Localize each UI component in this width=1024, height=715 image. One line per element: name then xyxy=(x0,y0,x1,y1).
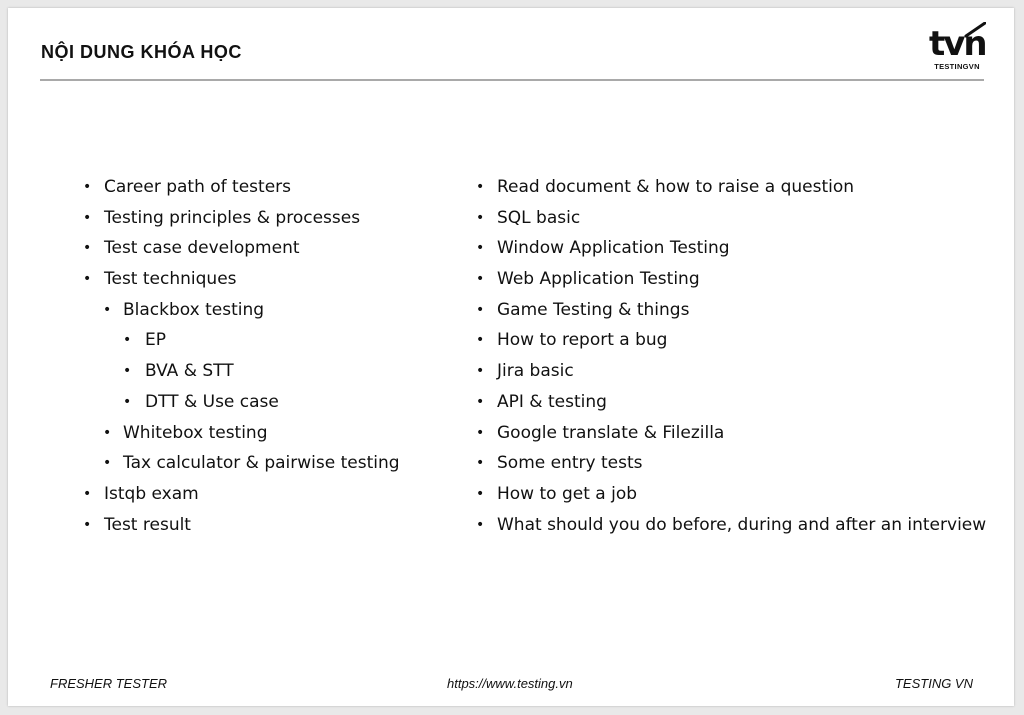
bullet-icon: • xyxy=(476,209,485,226)
list-item-text: Read document & how to raise a question xyxy=(497,177,855,197)
list-item-text: Istqb exam xyxy=(104,483,199,504)
list-item-text: API & testing xyxy=(497,391,607,412)
bullet-icon: • xyxy=(476,455,485,472)
list-item-text: Test case development xyxy=(104,238,300,259)
list-item-text: Testing principles & processes xyxy=(104,207,361,228)
bullet-icon: • xyxy=(83,485,92,502)
bullet-icon: • xyxy=(103,424,112,441)
list-item-text: How to report a bug xyxy=(497,330,668,351)
list-item-text: What should you do before, during and after an interview xyxy=(497,514,987,535)
list-item-text: Blackbox testing xyxy=(123,299,265,320)
logo xyxy=(926,22,988,74)
bullet-icon: • xyxy=(103,455,112,472)
header-divider xyxy=(40,79,984,81)
list-item-text: Career path of testers xyxy=(104,177,292,197)
list-item-text: Test techniques xyxy=(104,269,237,290)
bullet-icon: • xyxy=(83,516,92,533)
footer-course-name: FRESHER TESTER xyxy=(50,676,168,691)
list-item-text: SQL basic xyxy=(497,207,581,228)
bullet-icon: • xyxy=(476,516,485,533)
bullet-icon: • xyxy=(83,240,92,257)
bullet-icon: • xyxy=(476,424,485,441)
logo-wordmark: tvn xyxy=(929,24,986,62)
list-item-text: Some entry tests xyxy=(497,453,643,474)
bullet-icon: • xyxy=(123,363,132,380)
list-item-text: Test result xyxy=(104,514,191,535)
bullet-icon: • xyxy=(476,240,485,257)
footer-url: https://www.testing.vn xyxy=(447,676,573,691)
bullet-icon: • xyxy=(123,393,132,410)
bullet-icon: • xyxy=(83,271,92,288)
bullet-icon: • xyxy=(476,332,485,349)
bullet-icon: • xyxy=(476,393,485,410)
list-item-text: How to get a job xyxy=(497,483,638,504)
page-title: NỘI DUNG KHÓA HỌC xyxy=(41,42,242,62)
list-item-text: EP xyxy=(145,330,166,351)
list-item-text: Google translate & Filezilla xyxy=(497,422,725,443)
footer-brand: TESTING VN xyxy=(894,676,973,691)
bullet-icon: • xyxy=(476,485,485,502)
bullet-icon: • xyxy=(476,179,485,195)
bullet-icon: • xyxy=(476,271,485,288)
logo-subtext: TESTINGVN xyxy=(934,62,980,71)
bullet-icon: • xyxy=(83,209,92,226)
bullet-icon: • xyxy=(123,332,132,349)
list-item-text: Tax calculator & pairwise testing xyxy=(123,453,400,474)
list-item-text: Window Application Testing xyxy=(497,238,730,259)
bullet-icon: • xyxy=(83,179,92,195)
list-item-text: DTT & Use case xyxy=(145,391,279,412)
bullet-icon: • xyxy=(476,301,485,318)
bullet-icon: • xyxy=(103,301,112,318)
bullet-icon: • xyxy=(476,363,485,380)
list-item-text: Web Application Testing xyxy=(497,269,700,290)
list-item-text: BVA & STT xyxy=(145,361,234,382)
tvn-logo-icon xyxy=(928,22,986,62)
list-item-text: Game Testing & things xyxy=(497,299,690,320)
slide xyxy=(8,8,1014,706)
list-item-text: Jira basic xyxy=(497,361,574,382)
list-item-text: Whitebox testing xyxy=(123,422,268,443)
